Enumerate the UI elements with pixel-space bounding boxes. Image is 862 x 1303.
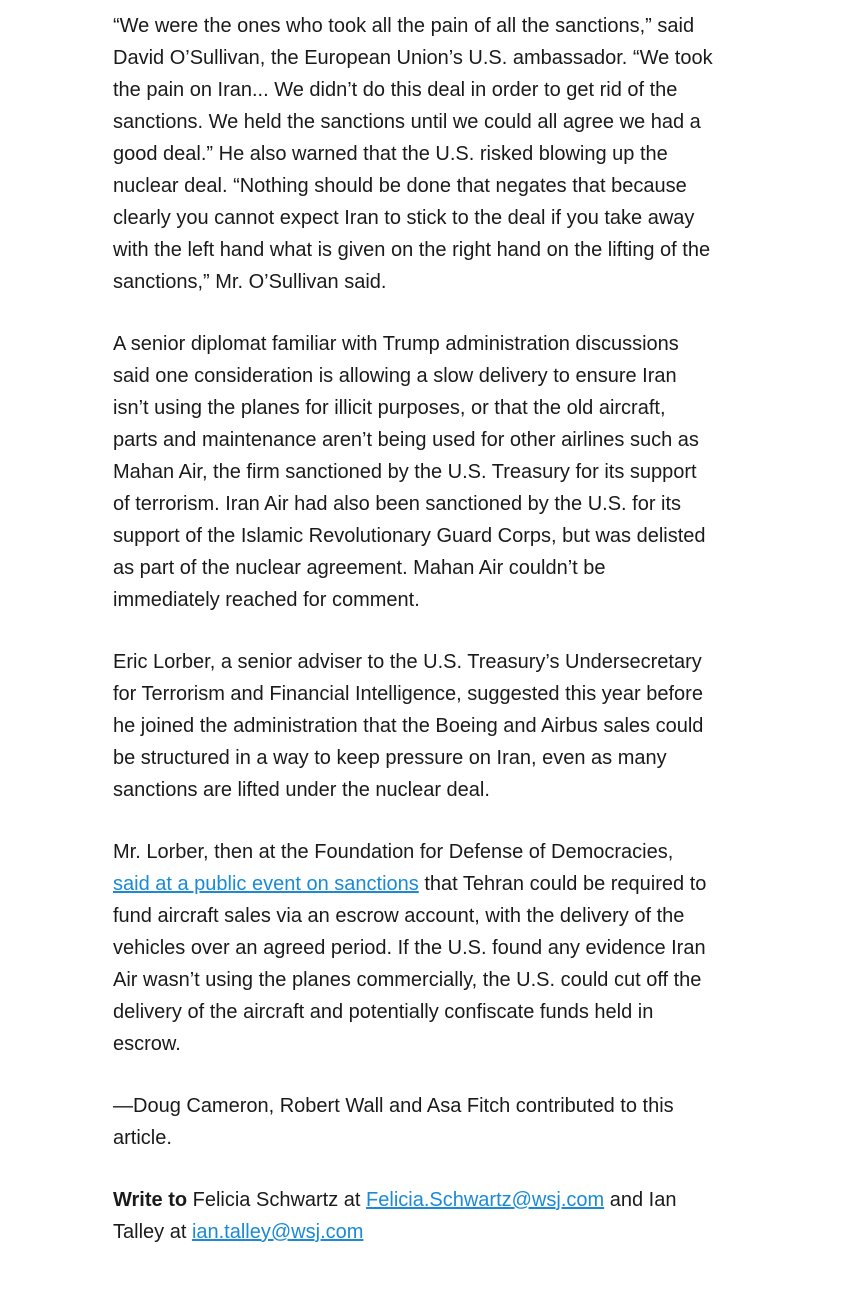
text-line: as part of the nuclear agreement. Mahan Air couldn’t be — [113, 557, 606, 579]
text-line: the pain on Iran... We didn’t do this deal in order to get rid of the — [113, 79, 678, 101]
paragraph-osullivan-quote — [113, 10, 753, 298]
text-line: Eric Lorber, a senior adviser to the U.S. Treasury’s Undersecretary — [113, 651, 702, 673]
text-line: nuclear deal. “Nothing should be done that negates that because — [113, 175, 687, 197]
text-line: immediately reached for comment. — [113, 589, 420, 611]
text-line: delivery of the aircraft and potentially confiscate funds held in — [113, 1001, 654, 1023]
text-line: escrow. — [113, 1033, 181, 1055]
email-link-ian-talley[interactable]: ian.talley@wsj.com — [191, 1221, 364, 1243]
text-line: clearly you cannot expect Iran to stick to the deal if you take away — [113, 207, 695, 229]
text-line: fund aircraft sales via an escrow account, with the delivery of the — [113, 905, 685, 927]
text-line: parts and maintenance aren’t being used for other airlines such as — [113, 429, 699, 451]
contributors-note — [113, 1090, 753, 1154]
text-line: be structured in a way to keep pressure on Iran, even as many — [113, 747, 667, 769]
public-event-link[interactable]: said at a public event on sanctions — [113, 873, 419, 895]
paragraph-senior-diplomat — [113, 328, 753, 616]
text-line: “We were the ones who took all the pain of all the sanctions,” said — [113, 15, 695, 37]
article-body — [113, 10, 753, 1278]
text-line: for Terrorism and Financial Intelligence, suggested this year before — [113, 683, 703, 705]
write-to-line — [113, 1184, 753, 1248]
text-line: with the left hand what is given on the right hand on the lifting of the — [113, 239, 711, 261]
text-line: David O’Sullivan, the European Union’s U.S. ambassador. “We took — [113, 47, 713, 69]
email-link-felicia-schwartz[interactable]: Felicia.Schwartz@wsj.com — [366, 1189, 605, 1211]
text-segment: Talley at — [113, 1221, 192, 1243]
text-line: vehicles over an agreed period. If the U.S. found any evidence Iran — [113, 937, 706, 959]
text-line: support of the Islamic Revolutionary Guard Corps, but was delisted — [113, 525, 706, 547]
paragraph-eric-lorber — [113, 646, 753, 806]
text-line: A senior diplomat familiar with Trump administration discussions — [113, 333, 679, 355]
text-line: sanctions are lifted under the nuclear deal. — [113, 779, 490, 801]
text-line: Mr. Lorber, then at the Foundation for Defense of Democracies, — [113, 841, 674, 863]
text-line: isn’t using the planes for illicit purposes, or that the old aircraft, — [113, 397, 666, 419]
text-line: said one consideration is allowing a slow delivery to ensure Iran — [113, 365, 677, 387]
text-line: that Tehran could be required to — [418, 873, 707, 895]
text-line: Air wasn’t using the planes commercially, the U.S. could cut off the — [113, 969, 702, 991]
paragraph-mr-lorber — [113, 836, 753, 1060]
text-line: of terrorism. Iran Air had also been sanctioned by the U.S. for its — [113, 493, 682, 515]
text-line: sanctions,” Mr. O’Sullivan said. — [113, 271, 387, 293]
text-line: he joined the administration that the Boeing and Airbus sales could — [113, 715, 704, 737]
text-line: —Doug Cameron, Robert Wall and Asa Fitch contributed to this — [113, 1095, 674, 1117]
write-to-label: Write to — [113, 1189, 188, 1211]
text-line: good deal.” He also warned that the U.S. risked blowing up the — [113, 143, 668, 165]
text-line: article. — [113, 1127, 172, 1149]
text-line: sanctions. We held the sanctions until we could all agree we had a — [113, 111, 701, 133]
text-segment: and Ian — [604, 1189, 677, 1211]
text-line: Mahan Air, the firm sanctioned by the U.S. Treasury for its support — [113, 461, 697, 483]
text-segment: Felicia Schwartz at — [187, 1189, 367, 1211]
